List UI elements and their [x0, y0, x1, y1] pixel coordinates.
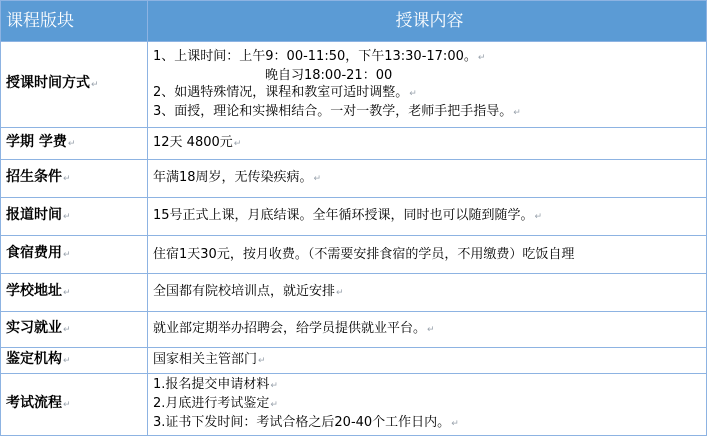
- row-content-cell: [148, 374, 707, 436]
- row-content-cell: [148, 42, 707, 128]
- paragraph-mark-icon: ↵: [63, 356, 71, 366]
- row-label: 招生条件: [6, 169, 62, 185]
- row-content-cell: 国家相关主管部门↵: [148, 348, 707, 374]
- paragraph-mark-icon: ↵: [91, 80, 99, 90]
- row-content-cell: 就业部定期举办招聘会，给学员提供就业平台。↵: [148, 312, 707, 348]
- table-row: [1, 128, 707, 160]
- row-label: 实习就业: [6, 320, 62, 336]
- row-label-cell: [1, 198, 148, 236]
- row-content-cell: 全国都有院校培训点，就近安排↵: [148, 274, 707, 312]
- table-row: [1, 160, 707, 198]
- paragraph-mark-icon: ↵: [258, 356, 266, 366]
- row-content-cell: 年满18周岁，无传染疾病。↵: [148, 160, 707, 198]
- row-label-cell: [1, 374, 148, 436]
- paragraph-mark-icon: ↵: [63, 250, 71, 260]
- header-course-content: 授课内容: [148, 1, 707, 42]
- table-row: [1, 348, 707, 374]
- content-line: 1、上课时间：上午9：00-11:50，下午13:30-17:00。↵: [153, 48, 486, 64]
- paragraph-mark-icon: ↵: [233, 139, 242, 149]
- table-row: [1, 312, 707, 348]
- row-label-cell: [1, 348, 148, 374]
- paragraph-mark-icon: ↵: [451, 419, 459, 429]
- content-line: 2、如遇特殊情况，课程和教室可适时调整。↵: [153, 84, 417, 100]
- row-label-cell: [1, 236, 148, 274]
- paragraph-mark-icon: ↵: [67, 139, 76, 149]
- header-row: [1, 1, 707, 42]
- table-row: [1, 236, 707, 274]
- row-label: 学校地址: [6, 283, 62, 299]
- row-label: 食宿费用: [6, 245, 62, 261]
- row-label-cell: [1, 160, 148, 198]
- paragraph-mark-icon: ↵: [63, 212, 71, 222]
- row-content-cell: 住宿1天30元，按月收费。（不需要安排食宿的学员，不用缴费）吃饭自理: [148, 236, 707, 274]
- table-row: [1, 274, 707, 312]
- row-label-cell: [1, 312, 148, 348]
- row-label: 学期 学费: [6, 134, 67, 150]
- content-line: 1.报名提交申请材料↵: [153, 377, 278, 392]
- content-line: 3.证书下发时间：考试合格之后20-40个工作日内。↵: [153, 415, 459, 430]
- row-label-cell: [1, 128, 148, 160]
- paragraph-mark-icon: ↵: [63, 288, 71, 298]
- table-row: [1, 374, 707, 436]
- row-label-cell: [1, 274, 148, 312]
- paragraph-mark-icon: ↵: [336, 288, 344, 298]
- row-label: 报道时间: [6, 207, 62, 223]
- paragraph-mark-icon: ↵: [409, 88, 417, 99]
- row-label-cell: [1, 42, 148, 128]
- paragraph-mark-icon: ↵: [534, 212, 543, 222]
- paragraph-mark-icon: ↵: [427, 325, 435, 335]
- paragraph-mark-icon: ↵: [270, 400, 278, 410]
- content-line: 晚自习18:00-21：00: [265, 67, 393, 83]
- content-line: 3、面授，理论和实操相结合。一对一教学，老师手把手指导。↵: [153, 103, 521, 119]
- header-course-section: 课程版块: [1, 1, 148, 42]
- table-row: [1, 198, 707, 236]
- paragraph-mark-icon: ↵: [477, 52, 486, 63]
- row-label: 授课时间方式: [6, 75, 90, 91]
- row-content-cell: 15号正式上课，月底结课。全年循环授课，同时也可以随到随学。↵: [148, 198, 707, 236]
- row-content-cell: 12天 4800元↵: [148, 128, 707, 160]
- content-line: 2.月底进行考试鉴定↵: [153, 396, 278, 411]
- paragraph-mark-icon: ↵: [63, 400, 71, 410]
- row-label: 鉴定机构: [6, 351, 62, 367]
- paragraph-mark-icon: ↵: [513, 107, 521, 118]
- table-row: [1, 42, 707, 128]
- paragraph-mark-icon: ↵: [270, 381, 278, 391]
- paragraph-mark-icon: ↵: [63, 174, 71, 184]
- paragraph-mark-icon: ↵: [313, 174, 322, 184]
- row-label: 考试流程: [6, 395, 62, 411]
- paragraph-mark-icon: ↵: [63, 325, 71, 335]
